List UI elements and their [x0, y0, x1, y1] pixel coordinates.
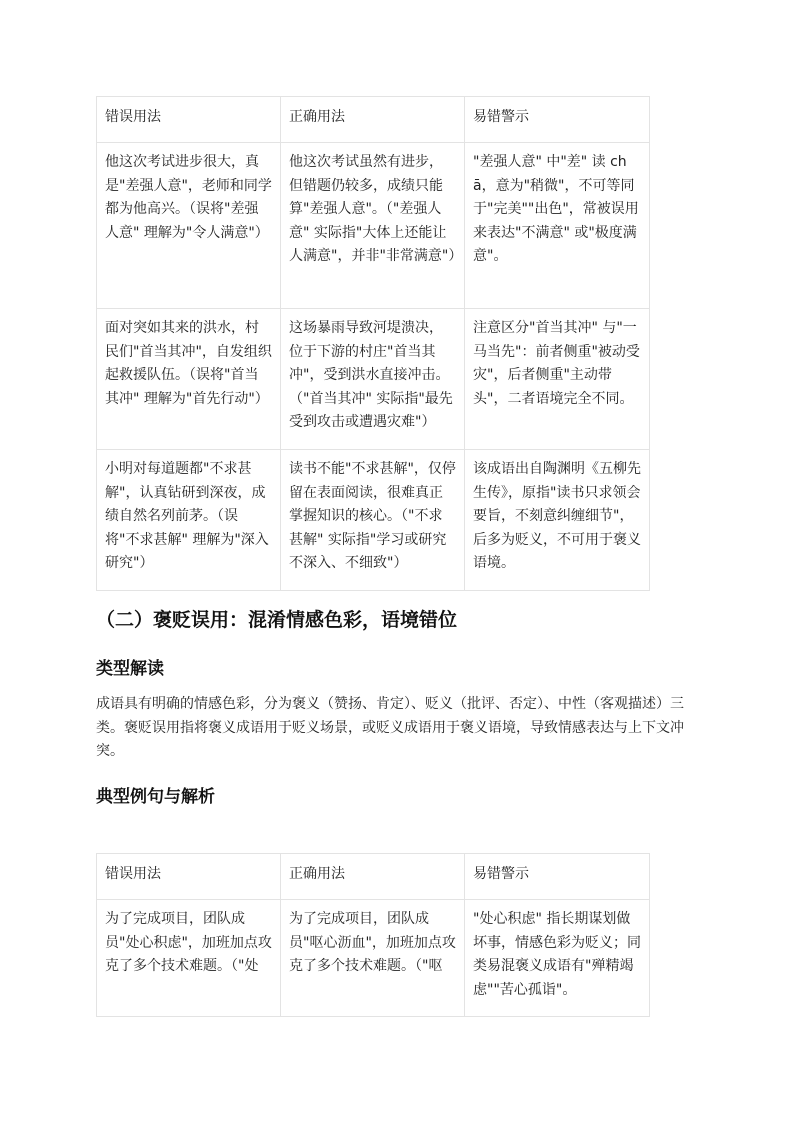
table-row	[97, 450, 650, 591]
type-heading: 类型解读	[96, 659, 164, 679]
table-header-row	[97, 854, 650, 900]
error-table-1	[96, 96, 650, 591]
example-heading: 典型例句与解析	[96, 787, 215, 807]
cell-warning: 该成语出自陶渊明《五柳先生传》，原指"读书只求领会要旨，不刻意纠缠细节"，后多为贬义，不可用于褒义语境。	[465, 450, 650, 591]
cell-wrong-usage: 小明对每道题都"不求甚解"，认真钻研到深夜，成绩自然名列前茅。（误将"不求甚解" 理解为"深入研究"）	[97, 450, 281, 591]
cell-warning: "处心积虑" 指长期谋划做坏事，情感色彩为贬义；同类易混褒义成语有"殚精竭虑""苦心孤诣"。	[465, 900, 650, 1017]
header-wrong-usage: 错误用法	[97, 854, 281, 900]
header-wrong-usage: 错误用法	[97, 97, 281, 143]
error-table-2	[96, 853, 650, 1017]
cell-correct-usage: 这场暴雨导致河堤溃决，位于下游的村庄"首当其冲"，受到洪水直接冲击。（"首当其冲" 实际指"最先受到攻击或遭遇灾难"）	[281, 309, 465, 450]
cell-wrong-usage: 他这次考试进步很大，真是"差强人意"，老师和同学都为他高兴。（误将"差强人意" 理解为"令人满意"）	[97, 143, 281, 309]
header-correct-usage: 正确用法	[281, 97, 465, 143]
header-correct-usage: 正确用法	[281, 854, 465, 900]
table-row	[97, 900, 650, 1017]
cell-warning: "差强人意" 中"差" 读 chā，意为"稍微"，不可等同于"完美""出色"，常被误用来表达"不满意" 或"极度满意"。	[465, 143, 650, 309]
cell-wrong-usage: 为了完成项目，团队成员"处心积虑"，加班加点攻克了多个技术难题。（"处	[97, 900, 281, 1017]
cell-warning: 注意区分"首当其冲" 与"一马当先"：前者侧重"被动受灾"，后者侧重"主动带头"，二者语境完全不同。	[465, 309, 650, 450]
table-row	[97, 143, 650, 309]
cell-correct-usage: 读书不能"不求甚解"，仅停留在表面阅读，很难真正掌握知识的核心。（"不求甚解" 实际指"学习或研究不深入、不细致"）	[281, 450, 465, 591]
section-title: （二）褒贬误用：混淆情感色彩，语境错位	[96, 609, 458, 631]
table-header-row	[97, 97, 650, 143]
cell-wrong-usage: 面对突如其来的洪水，村民们"首当其冲"，自发组织起救援队伍。（误将"首当其冲" 理解为"首先行动"）	[97, 309, 281, 450]
type-description: 成语具有明确的情感色彩，分为褒义（赞扬、肯定）、贬义（批评、否定）、中性（客观描述）三类。褒贬误用指将褒义成语用于贬义场景，或贬义成语用于褒义语境，导致情感表达与上下文冲突。	[96, 696, 684, 759]
cell-correct-usage: 为了完成项目，团队成员"呕心沥血"，加班加点攻克了多个技术难题。（"呕	[281, 900, 465, 1017]
table-row	[97, 309, 650, 450]
header-warning: 易错警示	[465, 854, 650, 900]
header-warning: 易错警示	[465, 97, 650, 143]
cell-correct-usage: 他这次考试虽然有进步，但错题仍较多，成绩只能算"差强人意"。（"差强人意" 实际指"大体上还能让人满意"，并非"非常满意"）	[281, 143, 465, 309]
